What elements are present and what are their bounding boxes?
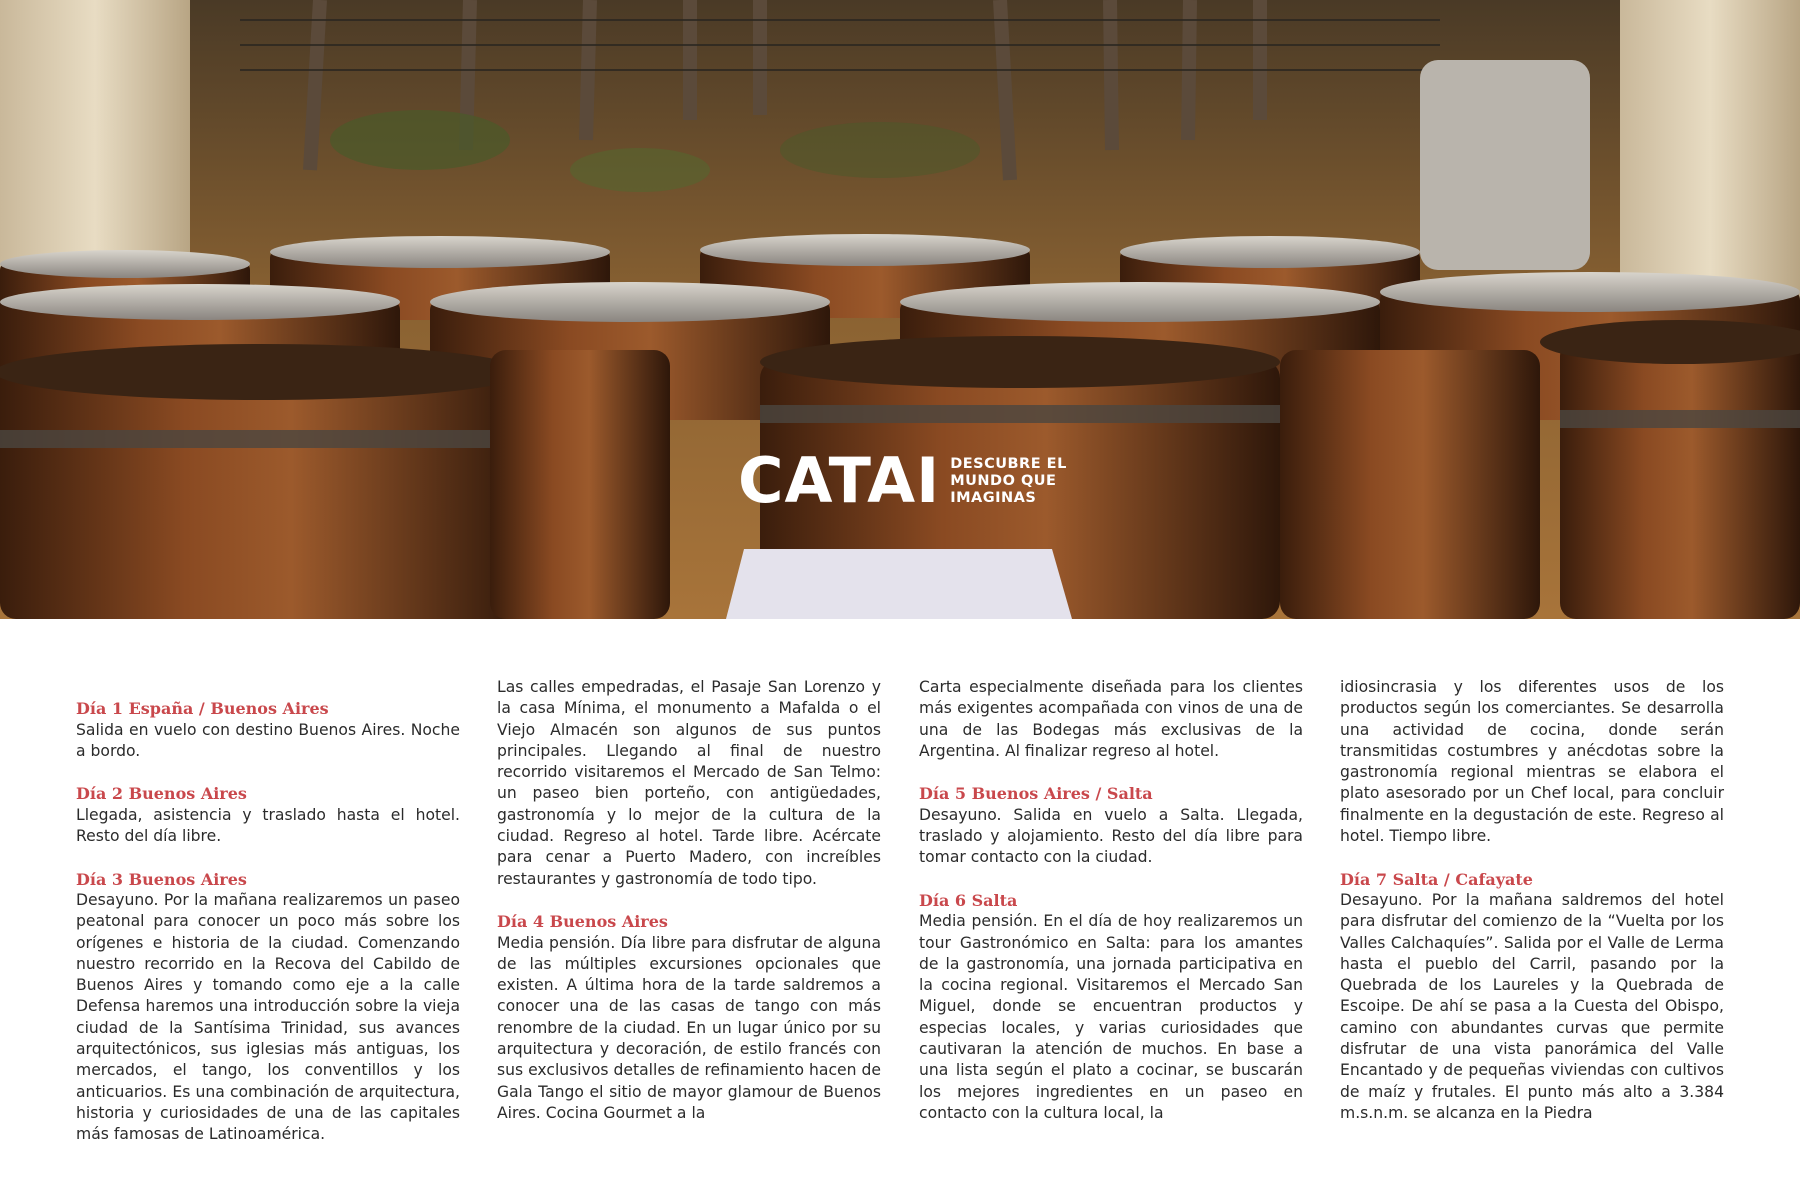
tagline-line-1: DESCUBRE EL xyxy=(950,455,1067,472)
day-heading: Día 7 Salta / Cafayate xyxy=(1340,869,1533,889)
brand-name: CATAI xyxy=(738,444,941,517)
column-3 xyxy=(919,677,1303,1146)
column-4 xyxy=(1340,677,1724,1146)
page-tab-shape xyxy=(726,549,1072,619)
day-text: Media pensión. En el día de hoy realizaremos un tour Gastronómico en Salta: para los amantes de la gastronomía, una jornada participativa en la cocina regional. Visitaremos el Mercado San Miguel, donde se encuentran productos y especias locales, y varias curiosidades que cautivaran la atención de muchos. En base a una lista según el plato a cocinar, se buscarán los mejores ingredientes en un paseo en contacto con la cultura local, la xyxy=(919,912,1303,1122)
day-heading: Día 6 Salta xyxy=(919,890,1018,910)
itinerary-text xyxy=(0,677,1800,1147)
day-block xyxy=(497,677,881,890)
day-heading: Día 2 Buenos Aires xyxy=(76,784,247,804)
day-text: Las calles empedradas, el Pasaje San Lorenzo y la casa Mínima, el monumento a Mafalda o el Viejo Almacén son algunos de sus puntos principales. Llegando al final de nuestro recorrido visitaremos el Mercado de San Telmo: un paseo bien porteño, con antigüedades, gastronomía y lo mejor de la cultura de la ciudad. Regreso al hotel. Tarde libre. Acércate para cenar a Puerto Madero, con increíbles restaurantes y gastronomía de todo tipo. xyxy=(497,678,881,888)
day-text: Desayuno. Salida en vuelo a Salta. Llegada, traslado y alojamiento. Resto del día libre para tomar contacto con la ciudad. xyxy=(919,805,1303,867)
day-text: Desayuno. Por la mañana realizaremos un paseo peatonal para conocer un poco más sobre los orígenes e historia de la ciudad. Comenzando nuestro recorrido en la Recova del Cabildo de Buenos Aires y tomando como eje a la calle Defensa haremos una introducción sobre la vieja ciudad de la Santísima Trinidad, sus avances arquitectónicos, sus iglesias más antiguas, los mercados, el tango, los conventillos y los anticuarios. Es una combinación de arquitectura, historia y curiosidades de una de las capitales más famosas de Latinoamérica. xyxy=(76,890,460,1144)
day-text: idiosincrasia y los diferentes usos de los productos según los comerciantes. Se desarrolla una actividad de cocina, donde serán transmitidas costumbres y anécdotas sobre la gastronomía regional mientras se elabora el plato asesorado por un Chef local, para concluir finalmente en la degustación de este. Regreso al hotel. Tiempo libre. xyxy=(1340,678,1724,846)
tagline-line-3: IMAGINAS xyxy=(950,489,1037,506)
day-text: Media pensión. Día libre para disfrutar de alguna de las múltiples excursiones opcionales que existen. A última hora de la tarde saldremos a conocer una de las casas de tango con más renombre de la ciudad. En un lugar único por su arquitectura y decoración, de estilo francés con sus exclusivos detalles de refinamiento hacen de Gala Tango el sitio de mayor glamour de Buenos Aires. Cocina Gourmet a la xyxy=(497,933,881,1122)
day-text: Llegada, asistencia y traslado hasta el hotel. Resto del día libre. xyxy=(76,805,460,846)
column-2 xyxy=(497,677,881,1146)
column-1 xyxy=(76,677,460,1167)
day-text: Desayuno. Por la mañana saldremos del hotel para disfrutar del comienzo de la “Vuelta por los Valles Calchaquíes”. Salida por el Valle de Lerma hasta el pueblo del Carril, pasando por la Quebrada de los Laureles y la Quebrada de Escoipe. De ahí se pasa a la Cuesta del Obispo, camino con abundantes curvas que permite disfrutar de una vista panorámica del Valle Encantado y de pequeñas viviendas con cultivos de maíz y frutales. El punto más alto a 3.384 m.s.n.m. se alcanza en la Piedra xyxy=(1340,890,1724,1122)
day-block xyxy=(1340,677,1724,847)
day-heading: Día 3 Buenos Aires xyxy=(76,869,247,889)
day-block xyxy=(919,677,1303,762)
tagline-line-2: MUNDO QUE xyxy=(950,472,1057,489)
day-text: Carta especialmente diseñada para los clientes más exigentes acompañada con vinos de una de una de las Bodegas más exclusivas de la Argentina. Al finalizar regreso al hotel. xyxy=(919,678,1303,760)
brand-logo xyxy=(738,444,1067,517)
day-heading: Día 1 España / Buenos Aires xyxy=(76,699,329,719)
day-heading: Día 4 Buenos Aires xyxy=(497,912,668,932)
brand-tagline xyxy=(950,456,1067,507)
day-text: Salida en vuelo con destino Buenos Aires. Noche a bordo. xyxy=(76,720,460,760)
day-heading: Día 5 Buenos Aires / Salta xyxy=(919,784,1153,804)
